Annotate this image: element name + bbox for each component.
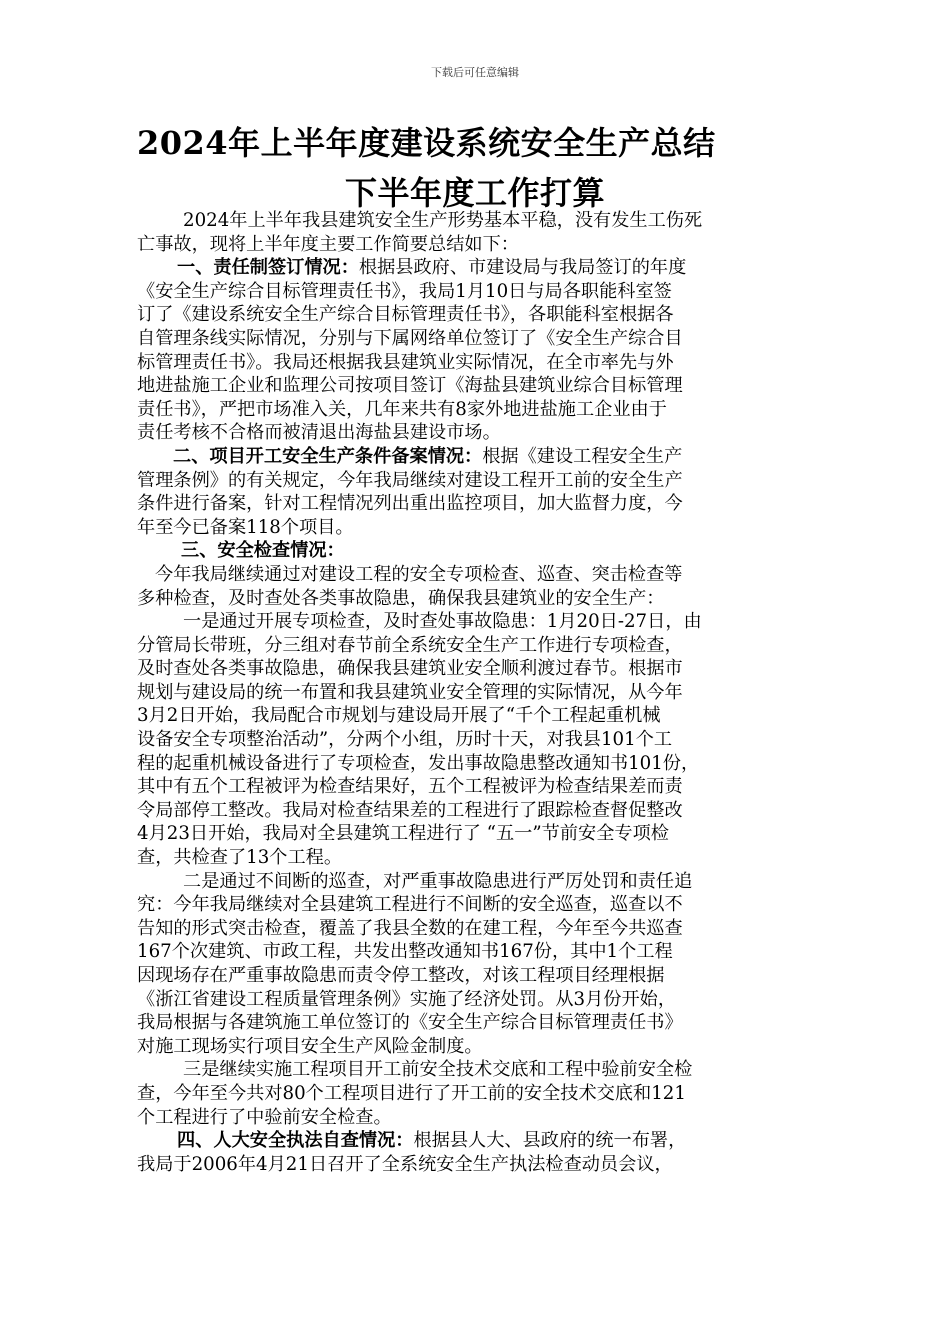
paragraph-line <box>137 917 827 941</box>
line-text: 告知的形式突击检查，覆盖了我县全数的在建工程，今年至今共巡查 <box>137 917 683 939</box>
paragraph-line <box>137 1153 827 1177</box>
paragraph-line <box>137 634 827 658</box>
document-title-line-2: 下半年度工作打算 <box>344 174 605 212</box>
line-text: 责任考核不合格而被清退出海盐县建设市场。 <box>137 422 501 444</box>
line-text: 令局部停工整改。我局对检查结果差的工程进行了跟踪检查督促整改 <box>137 799 683 821</box>
paragraph-line <box>137 421 827 445</box>
paragraph-line <box>137 610 827 634</box>
paragraph-line <box>137 1035 827 1059</box>
line-text: 今年我局继续通过对建设工程的安全专项检查、巡查、突击检查等 <box>155 563 683 585</box>
paragraph-line <box>137 280 827 304</box>
paragraph-line <box>137 256 827 280</box>
paragraph-line <box>137 209 827 233</box>
paragraph-line <box>137 1011 827 1035</box>
line-text: 《浙江省建设工程质量管理条例》实施了经济处罚。从3月份开始， <box>137 988 677 1010</box>
paragraph-line <box>137 492 827 516</box>
line-text: 我局于2006年4月21日召开了全系统安全生产执法检查动员会议， <box>137 1153 673 1175</box>
paragraph-line <box>137 516 827 540</box>
paragraph-line <box>137 563 827 587</box>
paragraph-line <box>137 775 827 799</box>
paragraph-line <box>137 752 827 776</box>
paragraph-line <box>137 940 827 964</box>
paragraph-line <box>137 728 827 752</box>
paragraph-line <box>137 1129 827 1153</box>
line-text: 地进盐施工企业和监理公司按项目签订《海盐县建筑业综合目标管理 <box>137 375 683 397</box>
line-text: 2024年上半年我县建筑安全生产形势基本平稳，没有发生工伤死 <box>183 210 703 231</box>
paragraph-line <box>137 351 827 375</box>
section-heading: 二、项目开工安全生产条件备案情况： <box>173 445 483 467</box>
paragraph-line <box>137 657 827 681</box>
paragraph-line <box>137 469 827 493</box>
paragraph-line <box>137 988 827 1012</box>
line-text: 二是通过不间断的巡查，对严重事故隐患进行严厉处罚和责任追 <box>183 870 693 892</box>
line-text: 查，今年至今共对80个工程项目进行了开工前的安全技术交底和121 <box>137 1082 686 1104</box>
paragraph-line <box>137 704 827 728</box>
line-text: 其中有五个工程被评为检查结果好，五个工程被评为检查结果差而责 <box>137 776 683 798</box>
line-text: 自管理条线实际情况，分别与下属网络单位签订了《安全生产综合目 <box>137 327 683 349</box>
line-text: 对施工现场实行项目安全生产风险金制度。 <box>137 1035 483 1057</box>
line-text: 我局根据与各建筑施工单位签订的《安全生产综合目标管理责任书》 <box>137 1012 683 1034</box>
line-text: 规划与建设局的统一布置和我县建筑业安全管理的实际情况，从今年 <box>137 681 683 703</box>
paragraph-line <box>137 1106 827 1130</box>
section-heading: 四、人大安全执法自查情况： <box>177 1130 414 1152</box>
line-text: 《安全生产综合目标管理责任书》，我局1月10日与局各职能科室签 <box>137 280 672 302</box>
line-text: 三是继续实施工程项目开工前安全技术交底和工程中验前安全检 <box>183 1059 693 1081</box>
document-title-line-1: 2024年上半年度建设系统安全生产总结 <box>137 124 716 162</box>
line-text: 责任书》，严把市场准入关，几年来共有8家外地进盐施工企业由于 <box>137 398 667 420</box>
line-text: 个工程进行了中验前安全检查。 <box>137 1106 392 1128</box>
line-text: 订了《建设系统安全生产综合目标管理责任书》，各职能科室根据各 <box>137 304 674 326</box>
paragraph-line <box>137 870 827 894</box>
line-text: 分管局长带班，分三组对春节前全系统安全生产工作进行专项检查， <box>137 634 683 656</box>
section-heading: 一、责任制签订情况： <box>177 257 359 279</box>
line-text: 究：今年我局继续对全县建筑工程进行不间断的安全巡查，巡查以不 <box>137 894 683 916</box>
paragraph-line <box>137 327 827 351</box>
paragraph-line <box>137 303 827 327</box>
line-text: 4月23日开始，我局对全县建筑工程进行了 “五一”节前安全专项检 <box>137 823 669 845</box>
paragraph-line <box>137 681 827 705</box>
line-text: 标管理责任书》。我局还根据我县建筑业实际情况，在全市率先与外 <box>137 351 674 373</box>
line-text: 设备安全专项整治活动”，分两个小组，历时十天，对我县101个工 <box>137 729 673 751</box>
paragraph-line <box>137 587 827 611</box>
paragraph-line <box>137 846 827 870</box>
line-text: 亡事故，现将上半年度主要工作简要总结如下： <box>137 233 519 255</box>
paragraph-line <box>137 1082 827 1106</box>
line-text: 根据《建设工程安全生产 <box>482 445 683 467</box>
section-heading: 三、安全检查情况： <box>181 540 345 562</box>
line-text: 条件进行备案，针对工程情况列出重出监控项目，加大监督力度，今 <box>137 493 683 515</box>
line-text: 管理条例》的有关规定，今年我局继续对建设工程开工前的安全生产 <box>137 469 683 491</box>
line-text: 根据县人大、县政府的统一布署， <box>413 1130 687 1152</box>
document-body <box>137 209 827 1176</box>
line-text: 查，共检查了13个工程。 <box>137 847 343 869</box>
page-header-note: 下载后可任意编辑 <box>431 66 519 79</box>
line-text: 因现场存在严重事故隐患而责令停工整改，对该工程项目经理根据 <box>137 965 665 986</box>
paragraph-line <box>137 374 827 398</box>
line-text: 及时查处各类事故隐患，确保我县建筑业安全顺利渡过春节。根据市 <box>137 658 683 680</box>
line-text: 根据县政府、市建设局与我局签订的年度 <box>358 257 687 279</box>
paragraph-line <box>137 964 827 988</box>
line-text: 3月2日开始，我局配合市规划与建设局开展了“千个工程起重机械 <box>137 705 661 727</box>
line-text: 年至今已备案118个项目。 <box>137 516 354 538</box>
paragraph-line <box>137 893 827 917</box>
paragraph-line <box>137 799 827 823</box>
paragraph-line <box>137 445 827 469</box>
paragraph-line <box>137 539 827 563</box>
paragraph-line <box>137 1058 827 1082</box>
line-text: 程的起重机械设备进行了专项检查，发出事故隐患整改通知书101份， <box>137 752 700 774</box>
line-text: 167个次建筑、市政工程，共发出整改通知书167份，其中1个工程 <box>137 941 673 963</box>
paragraph-line <box>137 233 827 257</box>
paragraph-line <box>137 822 827 846</box>
paragraph-line <box>137 398 827 422</box>
line-text: 多种检查，及时查处各类事故隐患，确保我县建筑业的安全生产： <box>137 587 665 609</box>
line-text: 一是通过开展专项检查，及时查处事故隐患：1月20日-27日，由 <box>183 611 702 633</box>
